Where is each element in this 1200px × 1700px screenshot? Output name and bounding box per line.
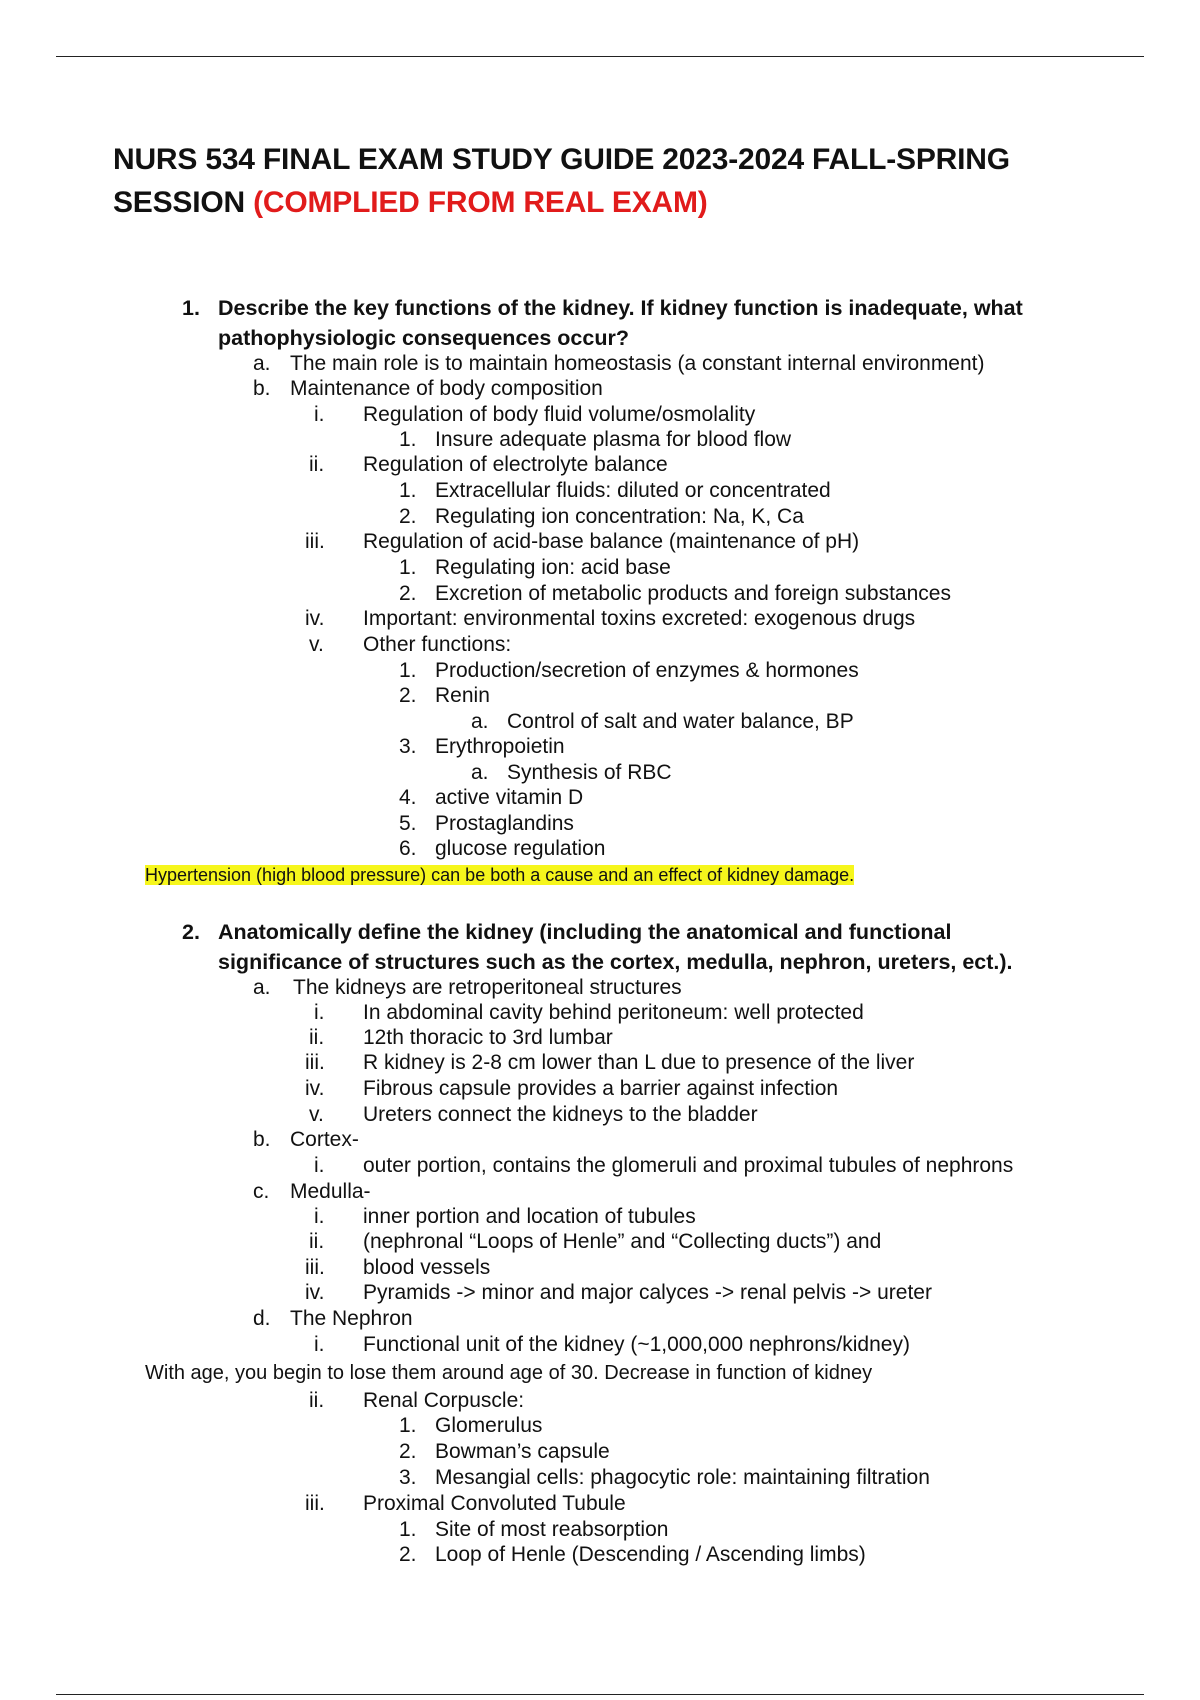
page-title [113,138,1113,224]
question-1-number: 1. [182,296,200,320]
question-2-text-line1: Anatomically define the kidney (including the anatomical and functional [218,920,952,944]
nephron-age-note: With age, you begin to lose them around age of 30. Decrease in function of kidney [145,1362,873,1384]
title-complied-note: (COMPLIED FROM REAL EXAM) [253,186,708,219]
highlight-text: Hypertension (high blood pressure) can be both a cause and an effect of kidney damage. [145,865,855,885]
question-1-text-line2: pathophysiologic consequences occur? [218,326,629,350]
title-main: NURS 534 FINAL EXAM STUDY GUIDE 2023-2024 FALL-SPRING SESSION [113,143,1010,219]
top-rule [56,56,1144,57]
question-2-number: 2. [182,920,200,944]
question-1-text-line1: Describe the key functions of the kidney. If kidney function is inadequate, what [218,296,1023,320]
question-2-text-line2: significance of structures such as the cortex, medulla, nephron, ureters, ect.). [218,950,1013,974]
highlighted-note [145,862,854,888]
bottom-rule [56,1694,1144,1695]
